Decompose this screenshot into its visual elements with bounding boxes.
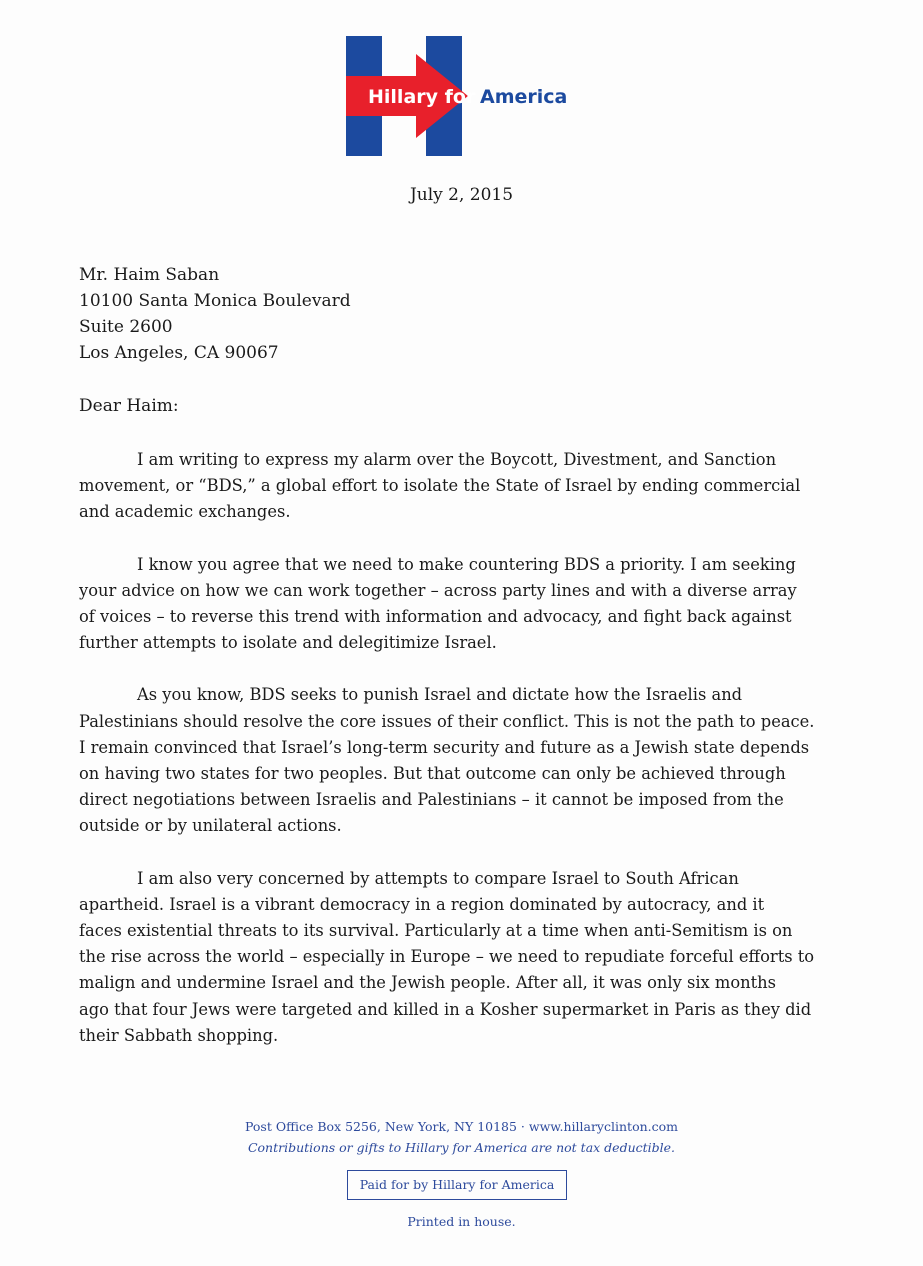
paragraph-line: and academic exchanges.: [79, 502, 291, 522]
paragraph: [79, 447, 849, 526]
paid-for-box: Paid for by Hillary for America: [347, 1170, 567, 1200]
paragraph-line: movement, or “BDS,” a global effort to isolate the State of Israel by ending commercial: [79, 476, 801, 496]
letter-date: July 2, 2015: [409, 185, 514, 205]
recipient-suite: Suite 2600: [79, 317, 173, 337]
paragraph-line: your advice on how we can work together – across party lines and with a diverse array: [79, 580, 797, 600]
paragraph-line: on having two states for two peoples. But that outcome can only be achieved through: [79, 764, 786, 784]
paragraph-line: I am writing to express my alarm over the Boycott, Divestment, and Sanction: [137, 450, 777, 469]
paragraph-line: As you know, BDS seeks to punish Israel and dictate how the Israelis and: [137, 685, 743, 705]
paragraph-line: Palestinians should resolve the core issues of their conflict. This is not the path to peace.: [79, 711, 815, 731]
paragraph-line: of voices – to reverse this trend with information and advocacy, and fight back against: [79, 607, 792, 627]
paragraph-line: malign and undermine Israel and the Jewish people. After all, it was only six months: [79, 973, 777, 993]
paragraph: [79, 866, 849, 1049]
logo-text-hillary-for: Hillary for: [368, 86, 476, 108]
footer-address: Post Office Box 5256, New York, NY 10185 · www.hillaryclinton.com: [245, 1119, 678, 1134]
paragraph-line: outside or by unilateral actions.: [79, 816, 342, 836]
paragraph-line: their Sabbath shopping.: [79, 1025, 279, 1045]
paragraph-line: I know you agree that we need to make countering BDS a priority. I am seeking: [137, 554, 796, 574]
recipient-address: [79, 262, 351, 366]
paragraph-line: further attempts to isolate and delegitimize Israel.: [79, 633, 497, 653]
paragraph-line: direct negotiations between Israelis and Palestinians – it cannot be imposed from the: [79, 790, 784, 810]
paragraph-line: I remain convinced that Israel’s long-term security and future as a Jewish state depends: [79, 737, 810, 757]
paragraph: [79, 552, 849, 657]
recipient-street: 10100 Santa Monica Boulevard: [79, 291, 351, 311]
recipient-city: Los Angeles, CA 90067: [79, 343, 279, 363]
logo-text-america: America: [480, 86, 568, 108]
salutation: Dear Haim:: [79, 396, 179, 416]
footer-printed-in-house: Printed in house.: [407, 1214, 516, 1229]
paragraph-line: faces existential threats to its survival. Particularly at a time when anti-Semitism is on: [79, 921, 793, 941]
paragraph-line: apartheid. Israel is a vibrant democracy in a region dominated by autocracy, and it: [79, 894, 765, 914]
letter-body: [79, 447, 849, 1075]
hillary-for-america-logo: [346, 36, 578, 156]
recipient-name: Mr. Haim Saban: [79, 265, 220, 285]
paragraph-line: ago that four Jews were targeted and killed in a Kosher supermarket in Paris as they did: [79, 999, 812, 1019]
paragraph-line: the rise across the world – especially in Europe – we need to repudiate forceful efforts to: [79, 947, 815, 967]
paragraph: [79, 682, 849, 839]
footer-tax-note: Contributions or gifts to Hillary for America are not tax deductible.: [247, 1140, 676, 1155]
paragraph-line: I am also very concerned by attempts to compare Israel to South African: [137, 868, 739, 888]
